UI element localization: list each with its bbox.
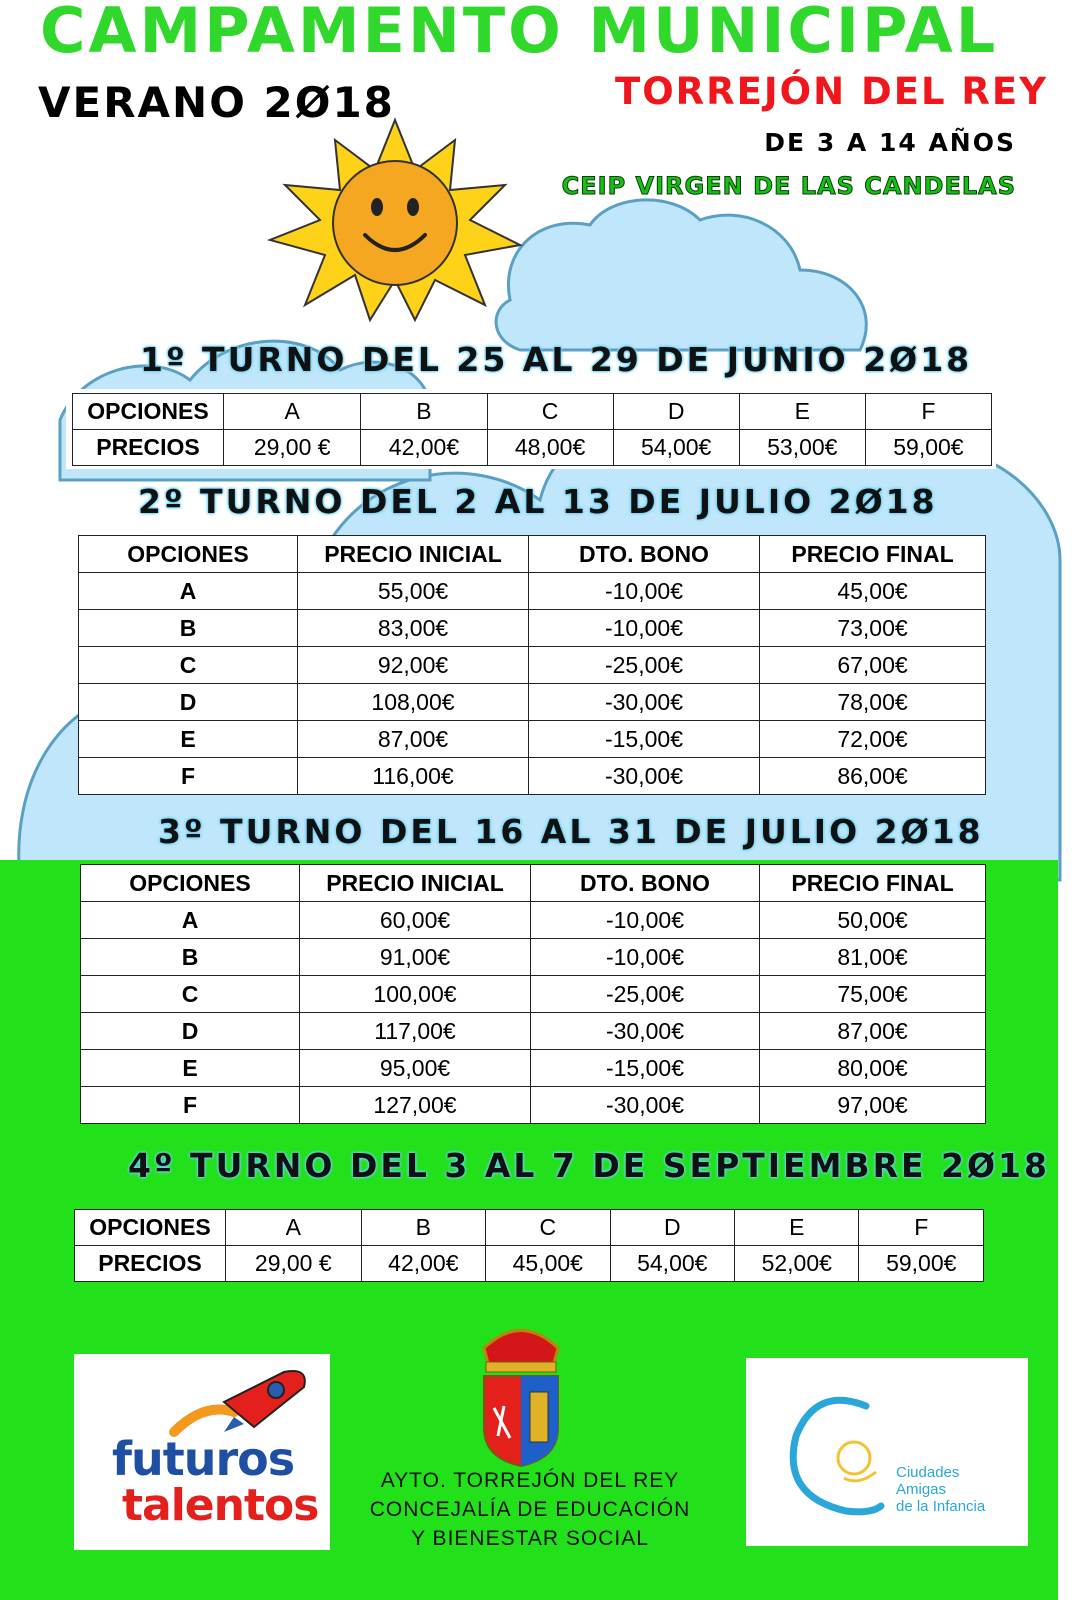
final-price-cell: 81,00€ — [760, 939, 986, 976]
table-row — [81, 1087, 986, 1124]
coat-of-arms-icon — [474, 1318, 568, 1468]
table-row — [73, 430, 992, 466]
option-cell: C — [81, 976, 300, 1013]
column-header: DTO. BONO — [529, 536, 760, 573]
ciudades-amigas-logo — [746, 1358, 1028, 1546]
table-row — [79, 684, 986, 721]
final-price-cell: 67,00€ — [760, 647, 986, 684]
option-cell: C — [487, 394, 613, 430]
option-cell: B — [79, 610, 298, 647]
turno4-heading: 4º TURNO DEL 3 AL 7 DE SEPTIEMBRE 2Ø18 — [128, 1146, 1050, 1185]
table-row — [79, 610, 986, 647]
ciudades-line1: Ciudades — [896, 1464, 960, 1481]
price-cell: 48,00€ — [487, 430, 613, 466]
final-price-cell: 50,00€ — [760, 902, 986, 939]
discount-cell: -25,00€ — [529, 647, 760, 684]
table-row — [73, 394, 992, 430]
final-price-cell: 80,00€ — [760, 1050, 986, 1087]
final-price-cell: 73,00€ — [760, 610, 986, 647]
season-label: VERANO 2Ø18 — [38, 78, 395, 127]
ciudades-text — [896, 1464, 985, 1515]
column-header: PRECIO INICIAL — [300, 865, 531, 902]
price-cell: 29,00 € — [224, 430, 361, 466]
table-row — [81, 902, 986, 939]
option-cell: A — [81, 902, 300, 939]
futuros-text: futuros — [112, 1432, 295, 1486]
turno3-heading: 3º TURNO DEL 16 AL 31 DE JULIO 2Ø18 — [158, 812, 984, 851]
footer-line3: Y BIENESTAR SOCIAL — [411, 1527, 649, 1550]
price-cell: 42,00€ — [361, 1246, 485, 1282]
column-header: PRECIO INICIAL — [298, 536, 529, 573]
discount-cell: -15,00€ — [529, 721, 760, 758]
footer-line2: CONCEJALÍA DE EDUCACIÓN — [369, 1498, 691, 1521]
town-name: TORREJÓN DEL REY — [614, 70, 1048, 113]
option-cell: F — [859, 1210, 984, 1246]
initial-price-cell: 100,00€ — [300, 976, 531, 1013]
discount-cell: -30,00€ — [529, 758, 760, 795]
option-cell: F — [865, 394, 991, 430]
option-cell: E — [79, 721, 298, 758]
option-cell: E — [81, 1050, 300, 1087]
footer-line1: AYTO. TORREJÓN DEL REY — [380, 1469, 680, 1492]
table-header-row — [79, 536, 986, 573]
age-range: DE 3 A 14 AÑOS — [764, 128, 1016, 157]
discount-cell: -10,00€ — [531, 939, 760, 976]
table-row — [79, 721, 986, 758]
sun-icon — [255, 115, 535, 325]
option-cell: B — [361, 1210, 485, 1246]
price-cell: 59,00€ — [859, 1246, 984, 1282]
footer — [340, 1466, 720, 1553]
turno1-table — [72, 393, 992, 466]
option-cell: A — [79, 573, 298, 610]
school-name: CEIP VIRGEN DE LAS CANDELAS — [561, 172, 1016, 200]
table-row — [75, 1246, 984, 1282]
option-cell: A — [224, 394, 361, 430]
table-header-row — [81, 865, 986, 902]
option-cell: C — [486, 1210, 610, 1246]
final-price-cell: 72,00€ — [760, 721, 986, 758]
option-cell: B — [81, 939, 300, 976]
table-row — [79, 647, 986, 684]
initial-price-cell: 55,00€ — [298, 573, 529, 610]
option-cell: B — [361, 394, 487, 430]
price-cell: 54,00€ — [610, 1246, 734, 1282]
ciudades-line2: Amigas — [896, 1481, 947, 1498]
column-header: PRECIO FINAL — [760, 536, 986, 573]
column-header: PRECIO FINAL — [760, 865, 986, 902]
talentos-text: talentos — [122, 1480, 319, 1531]
price-cell: 59,00€ — [865, 430, 991, 466]
turno2-table — [78, 535, 986, 795]
table-row — [75, 1210, 984, 1246]
discount-cell: -30,00€ — [529, 684, 760, 721]
initial-price-cell: 127,00€ — [300, 1087, 531, 1124]
ciudades-amigas-icon — [776, 1386, 896, 1526]
ciudades-line3: de la Infancia — [896, 1498, 986, 1515]
row-label: OPCIONES — [73, 394, 224, 430]
column-header: OPCIONES — [79, 536, 298, 573]
futuros-talentos-logo — [74, 1354, 330, 1550]
initial-price-cell: 91,00€ — [300, 939, 531, 976]
option-cell: D — [79, 684, 298, 721]
discount-cell: -10,00€ — [529, 610, 760, 647]
initial-price-cell: 116,00€ — [298, 758, 529, 795]
price-cell: 29,00 € — [226, 1246, 362, 1282]
discount-cell: -10,00€ — [529, 573, 760, 610]
price-cell: 54,00€ — [613, 430, 739, 466]
table-row — [79, 758, 986, 795]
column-header: DTO. BONO — [531, 865, 760, 902]
option-cell: E — [739, 394, 865, 430]
row-label: OPCIONES — [75, 1210, 226, 1246]
initial-price-cell: 117,00€ — [300, 1013, 531, 1050]
turno3-table — [80, 864, 986, 1124]
final-price-cell: 45,00€ — [760, 573, 986, 610]
discount-cell: -25,00€ — [531, 976, 760, 1013]
price-cell: 42,00€ — [361, 430, 487, 466]
option-cell: C — [79, 647, 298, 684]
row-label: PRECIOS — [75, 1246, 226, 1282]
initial-price-cell: 83,00€ — [298, 610, 529, 647]
turno1-heading: 1º TURNO DEL 25 AL 29 DE JUNIO 2Ø18 — [140, 340, 973, 379]
initial-price-cell: 87,00€ — [298, 721, 529, 758]
page-title: CAMPAMENTO MUNICIPAL — [40, 0, 999, 67]
initial-price-cell: 108,00€ — [298, 684, 529, 721]
option-cell: D — [81, 1013, 300, 1050]
initial-price-cell: 95,00€ — [300, 1050, 531, 1087]
option-cell: D — [613, 394, 739, 430]
table-row — [81, 976, 986, 1013]
rocket-icon — [164, 1362, 314, 1442]
final-price-cell: 75,00€ — [760, 976, 986, 1013]
initial-price-cell: 60,00€ — [300, 902, 531, 939]
discount-cell: -15,00€ — [531, 1050, 760, 1087]
final-price-cell: 97,00€ — [760, 1087, 986, 1124]
final-price-cell: 78,00€ — [760, 684, 986, 721]
column-header: OPCIONES — [81, 865, 300, 902]
price-cell: 45,00€ — [486, 1246, 610, 1282]
option-cell: F — [79, 758, 298, 795]
option-cell: F — [81, 1087, 300, 1124]
option-cell: A — [226, 1210, 362, 1246]
price-cell: 53,00€ — [739, 430, 865, 466]
final-price-cell: 86,00€ — [760, 758, 986, 795]
table-row — [81, 939, 986, 976]
discount-cell: -30,00€ — [531, 1013, 760, 1050]
option-cell: E — [735, 1210, 859, 1246]
table-row — [79, 573, 986, 610]
row-label: PRECIOS — [73, 430, 224, 466]
discount-cell: -10,00€ — [531, 902, 760, 939]
price-cell: 52,00€ — [735, 1246, 859, 1282]
turno2-heading: 2º TURNO DEL 2 AL 13 DE JULIO 2Ø18 — [138, 482, 938, 521]
table-row — [81, 1013, 986, 1050]
initial-price-cell: 92,00€ — [298, 647, 529, 684]
option-cell: D — [610, 1210, 734, 1246]
table-row — [81, 1050, 986, 1087]
final-price-cell: 87,00€ — [760, 1013, 986, 1050]
discount-cell: -30,00€ — [531, 1087, 760, 1124]
turno4-table — [74, 1209, 984, 1282]
